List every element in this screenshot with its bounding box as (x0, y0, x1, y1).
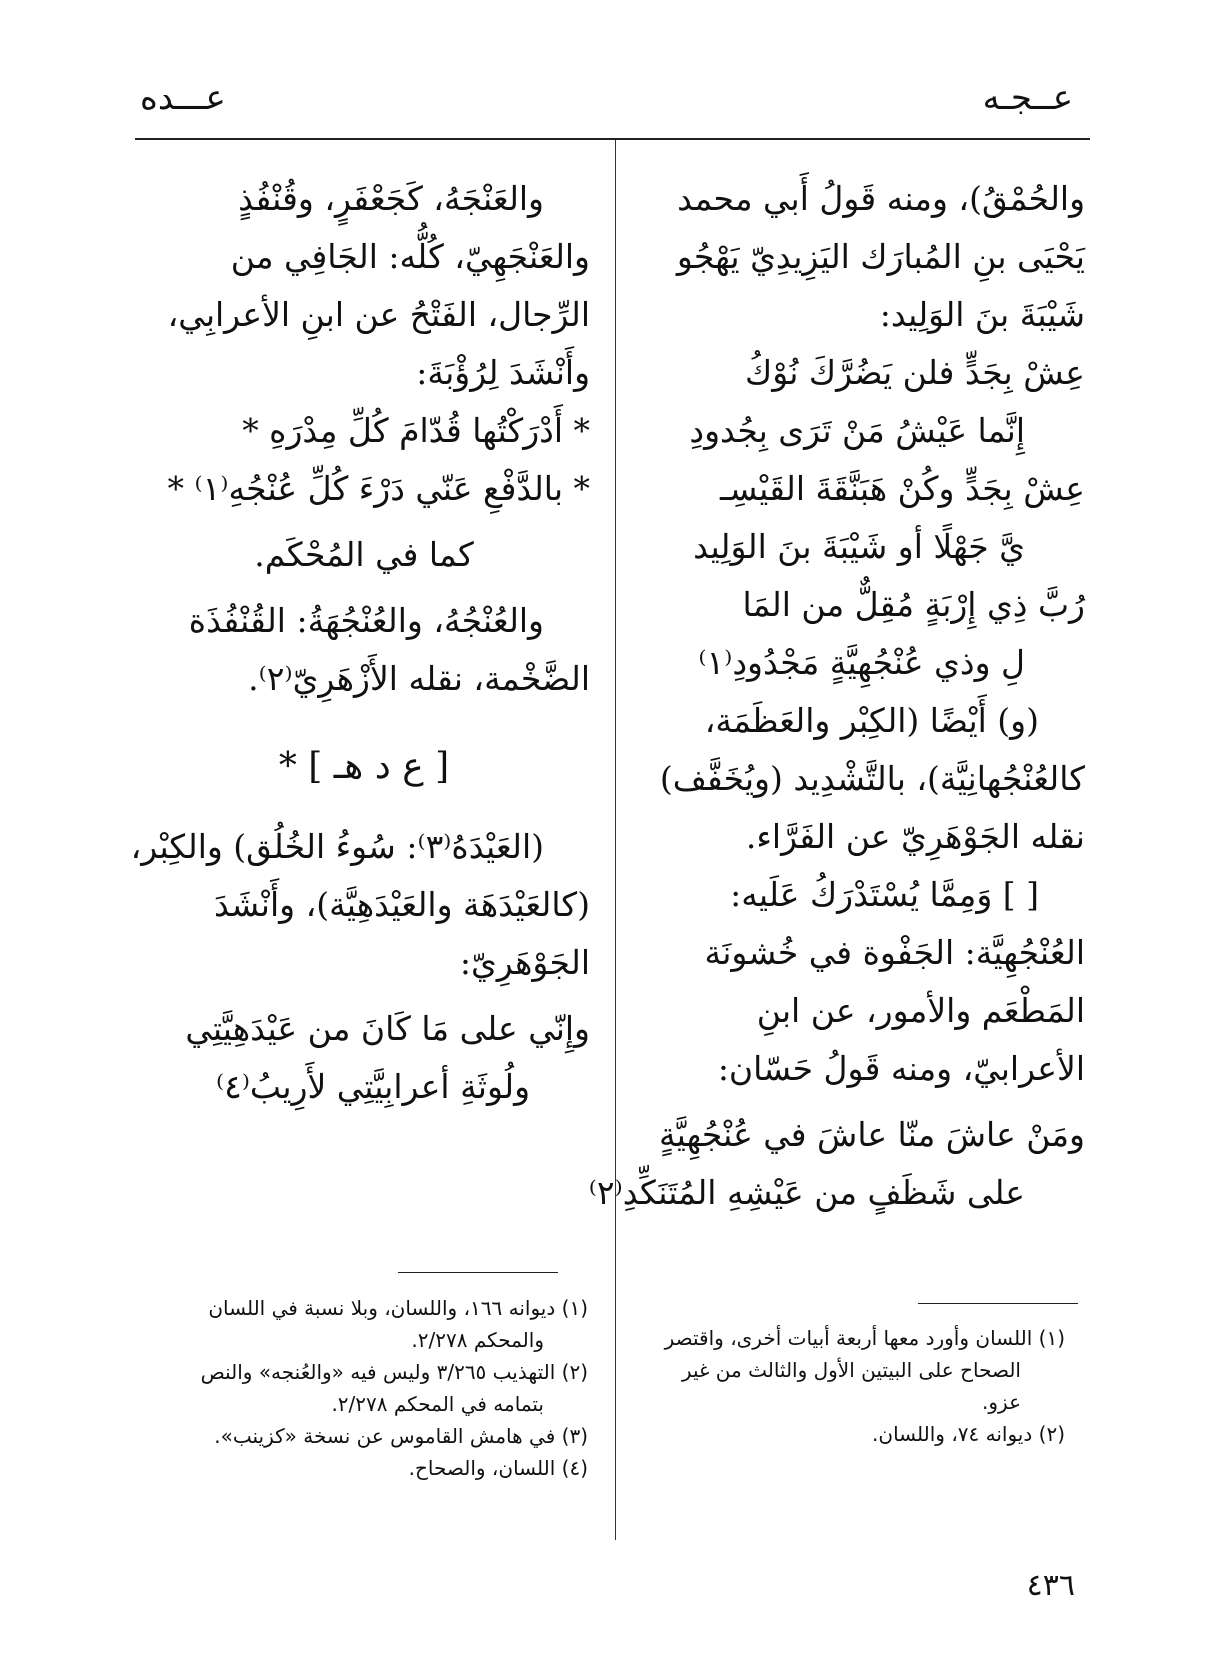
text-line: والعَنْجَهُ، كَجَعْفَرٍ، وقُنْفُذٍ (238, 179, 544, 218)
verse-line: عِشْ بِجَدٍّ فلن يَضُرَّكَ نُوْكُ (745, 353, 1085, 392)
footnote: (٢) ديوانه ٧٤، واللسان. (872, 1422, 1065, 1446)
footnote: (٤) اللسان، والصحاح. (408, 1456, 588, 1480)
right-footnotes (625, 1322, 1065, 1450)
verse-line: يَّ جَهْلًا أو شَيْبَةَ بنَ الوَلِيد (693, 527, 1025, 566)
verse-line: لِ وذي عُنْجُهِيَّةٍ مَجْدُودِ⁽١⁾ (698, 643, 1025, 682)
text-line: (و) أَيْضًا (الكِبْر والعَظَمَة، (704, 701, 1039, 740)
text-line: شَيْبَةَ بنَ الوَلِيد: (879, 295, 1085, 334)
header-rule (135, 138, 1090, 140)
text-line: والعَنْجَهِيّ، كُلُّه: الجَافِي من (230, 237, 590, 276)
verse-line: ولُوثَةِ أعرابِيَّتِي لأَرِيبُ⁽٤⁾ (215, 1067, 530, 1106)
column-divider (615, 140, 616, 1540)
verse-line: * بالدَّفْعِ عَنّي دَرْءَ كُلِّ عُنْجُهِ⁽١⁾ * (167, 469, 590, 508)
text-line: والحُمْقُ)، ومنه قَولُ أَبي محمد (677, 179, 1085, 218)
left-footnotes (143, 1292, 588, 1484)
header-entry-left: عـــده (140, 78, 226, 118)
text-line: الضَّخْمة، نقله الأَزْهَرِيّ⁽٢⁾. (248, 659, 590, 698)
entry-heading: [ ع د هـ ] * (278, 746, 450, 787)
verse-line: ومَنْ عاشَ منّا عاشَ في عُنْجُهِيَّةٍ (658, 1115, 1085, 1154)
text-line: [ ] وَمِمَّا يُسْتَدْرَكُ عَلَيه: (730, 875, 1039, 914)
verse-line: على شَظَفٍ من عَيْشِهِ المُتَنَكِّدِ⁽٢⁾ (588, 1173, 1025, 1212)
left-column (130, 170, 590, 1116)
text-line: الأعرابيّ، ومنه قَولُ حَسّان: (717, 1049, 1085, 1088)
text-line: المَطْعَم والأمور، عن ابنِ (756, 991, 1085, 1030)
footnote: (٣) في هامش القاموس عن نسخة «كزينب». (214, 1424, 588, 1448)
text-line: وأَنْشَدَ لِرُؤْبَةَ: (416, 353, 590, 392)
text-line: كما في المُحْكَم. (254, 535, 474, 574)
text-line: الجَوْهَرِيّ: (459, 943, 590, 982)
text-line: الرِّجال، الفَتْحُ عن ابنِ الأعرابِي، (167, 295, 590, 334)
text-line: العُنْجُهِيَّة: الجَفْوة في خُشونَة (704, 933, 1085, 972)
header-entry-right: عــجـه (982, 78, 1073, 118)
text-line: (كالعَيْدَهَة والعَيْدَهِيَّة)، وأَنْشَدَ (214, 885, 590, 924)
text-line: كالعُنْجُهانِيَّة)، بالتَّشْدِيد (ويُخَفَّف) (659, 759, 1085, 798)
footnote-rule (398, 1272, 558, 1273)
footnote: (١) اللسان وأورد معها أربعة أبيات أخرى، واقتصر (664, 1326, 1065, 1350)
right-column (588, 170, 1085, 1222)
footnote: عزو. (982, 1390, 1021, 1414)
footnote-rule (918, 1303, 1078, 1304)
text-line: (العَيْدَهُ⁽٣⁾: سُوءُ الخُلُق) والكِبْر، (130, 827, 544, 866)
text-line: نقله الجَوْهَرِيّ عن الفَرَّاء. (745, 817, 1085, 856)
verse-line: إِنَّما عَيْشُ مَنْ تَرَى بِجُدودِ (689, 411, 1025, 450)
footnote: (٢) التهذيب ٣/٢٦٥ وليس فيه «والعُنجه» والنص (200, 1360, 588, 1384)
text-line: يَحْيَى بنِ المُبارَك اليَزِيدِيّ يَهْجُو (676, 237, 1085, 276)
verse-line: عِشْ بِجَدٍّ وكُنْ هَبَنَّقَةَ القَيْسِـ (720, 469, 1085, 508)
verse-line: رُبَّ ذِي إِرْبَةٍ مُقِلٌّ من المَا (742, 585, 1085, 624)
footnote: بتمامه في المحكم ٢/٢٧٨. (331, 1392, 544, 1416)
verse-line: وإِنّي على مَا كَانَ من عَيْدَهِيَّتِي (185, 1009, 590, 1048)
footnote: والمحكم ٢/٢٧٨. (411, 1328, 544, 1352)
footnote: الصحاح على البيتين الأول والثالث من غير (681, 1358, 1021, 1382)
page-number: ٤٣٦ (1026, 1568, 1075, 1603)
footnote: (١) ديوانه ١٦٦، واللسان، وبلا نسبة في اللسان (208, 1296, 588, 1320)
verse-line: * أَدْرَكْتُها قُدّامَ كُلِّ مِدْرَهِ * (242, 411, 590, 450)
text-line: والعُنْجُهُ، والعُنْجُهَةُ: القُنْفُذَة (188, 601, 544, 640)
